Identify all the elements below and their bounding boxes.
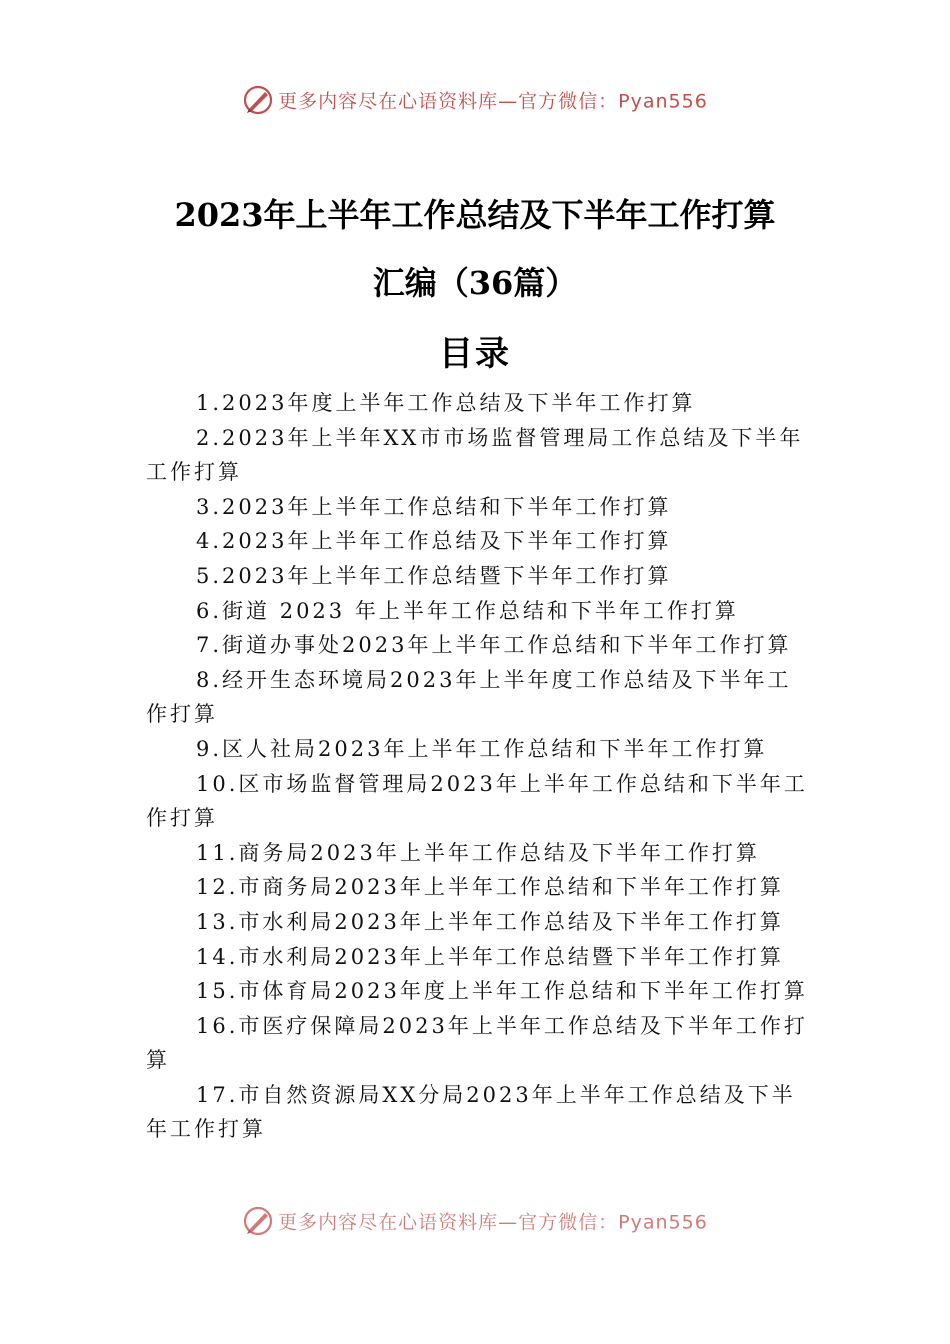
document-title-line-1: 2023年上半年工作总结及下半年工作打算: [174, 196, 776, 234]
pen-logo-icon: [242, 84, 274, 116]
table-of-contents: [146, 386, 810, 1147]
toc-item-10[interactable]: 10.区市场监督管理局2023年上半年工作总结和下半年工作打算: [146, 771, 808, 831]
toc-item-8[interactable]: 8.经开生态环境局2023年上半年度工作总结及下半年工作打算: [146, 667, 792, 727]
toc-item-3[interactable]: 3.2023年上半年工作总结和下半年工作打算: [196, 494, 672, 519]
toc-item-16[interactable]: 16.市医疗保障局2023年上半年工作总结及下半年工作打算: [146, 1013, 808, 1073]
toc-item-1[interactable]: 1.2023年度上半年工作总结及下半年工作打算: [196, 391, 696, 415]
toc-item-11[interactable]: 11.商务局2023年上半年工作总结及下半年工作打算: [196, 840, 760, 865]
watermark-text: 更多内容尽在心语资料库—官方微信：Pyan556: [278, 90, 708, 113]
toc-item-4[interactable]: 4.2023年上半年工作总结及下半年工作打算: [196, 529, 672, 554]
toc-heading: 目录: [439, 334, 511, 374]
toc-item-9[interactable]: 9.区人社局2023年上半年工作总结和下半年工作打算: [196, 736, 768, 761]
toc-item-12[interactable]: 12.市商务局2023年上半年工作总结和下半年工作打算: [196, 875, 784, 900]
watermark-footer: [0, 1205, 950, 1237]
toc-item-17[interactable]: 17.市自然资源局XX分局2023年上半年工作总结及下半年工作打算: [146, 1082, 796, 1142]
toc-item-15[interactable]: 15.市体育局2023年度上半年工作总结和下半年工作打算: [196, 979, 808, 1004]
watermark-header: [0, 84, 950, 116]
toc-item-13[interactable]: 13.市水利局2023年上半年工作总结及下半年工作打算: [196, 909, 784, 934]
document-title-line-2: 汇编（36篇）: [372, 264, 578, 302]
toc-item-2[interactable]: 2.2023年上半年XX市市场监督管理局工作总结及下半年工作打算: [146, 425, 804, 485]
toc-item-6[interactable]: 6.街道 2023 年上半年工作总结和下半年工作打算: [196, 598, 739, 623]
watermark-text: 更多内容尽在心语资料库—官方微信：Pyan556: [278, 1211, 708, 1234]
toc-item-7[interactable]: 7.街道办事处2023年上半年工作总结和下半年工作打算: [196, 633, 792, 658]
toc-item-14[interactable]: 14.市水利局2023年上半年工作总结暨下半年工作打算: [196, 944, 784, 969]
toc-item-5[interactable]: 5.2023年上半年工作总结暨下半年工作打算: [196, 563, 672, 588]
pen-logo-icon: [242, 1205, 274, 1237]
